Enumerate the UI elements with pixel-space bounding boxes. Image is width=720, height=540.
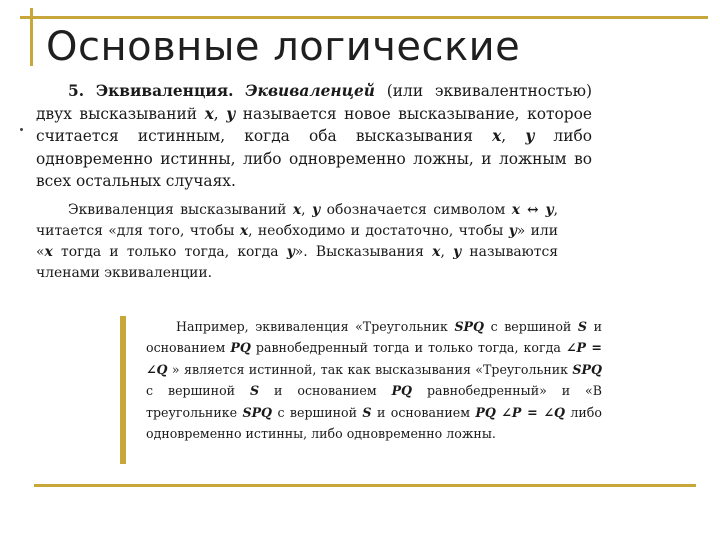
definition-text-1: (или эквивалентностью) двух высказываний: [36, 82, 592, 123]
example-text-3: и основанием: [146, 319, 602, 356]
var-x: x: [292, 202, 302, 218]
var-y: y: [286, 244, 295, 261]
example-text-7: и основанием: [274, 383, 377, 399]
example-text-11: либо одновременно истинны, либо одновременно ложны.: [146, 404, 602, 442]
var-x: x: [239, 223, 249, 240]
left-rule: [30, 8, 33, 66]
var-y: y: [525, 127, 535, 146]
example-paragraph: [146, 316, 602, 444]
example-text-4: равнобедренный тогда и только тогда, когда: [255, 340, 561, 356]
triangle-name: SPQ: [572, 361, 602, 377]
angle-equality: ∠P = ∠Q: [146, 340, 602, 377]
var-y: y: [508, 223, 517, 240]
var-y: y: [453, 244, 462, 261]
example-text-2: с вершиной: [490, 319, 572, 334]
definition-text-3: либо одновременно истинны, либо одновременно ложны, и ложным во всех остальных случаях.: [36, 127, 592, 191]
vertex-s: S: [250, 383, 260, 399]
base-pq: PQ: [391, 383, 413, 399]
item-number: 5.: [68, 82, 85, 100]
example-text-6: с вершиной: [146, 383, 236, 399]
example-text-10: и основанием: [376, 404, 470, 420]
base-pq: PQ: [230, 340, 251, 356]
triangle-name: SPQ: [454, 319, 484, 334]
equivalence-expression: x ↔ y: [511, 202, 554, 218]
triangle-name: SPQ: [242, 404, 273, 420]
vertex-s: S: [362, 404, 372, 420]
base-pq: PQ: [475, 404, 496, 420]
comma: ,: [213, 104, 219, 123]
var-y: y: [312, 202, 321, 218]
definition-paragraph: [36, 80, 592, 193]
notation-text-4: , необходимо и достаточно, чтобы: [248, 223, 504, 240]
notation-text-6: тогда и только тогда, когда: [61, 244, 279, 261]
comma: ,: [301, 202, 306, 218]
term-definition: Эквиваленцей: [245, 82, 375, 100]
var-y: y: [226, 104, 236, 123]
example-text-1: Например, эквиваленция «Треугольник: [176, 319, 448, 334]
notation-text-7: ». Высказывания: [294, 244, 424, 261]
var-x: x: [492, 127, 502, 146]
bottom-rule: [34, 484, 696, 487]
notation-paragraph: [36, 200, 558, 284]
example-accent-bar: [120, 316, 126, 464]
example-text-8: равнобедренный» и «В треугольнике: [146, 383, 603, 420]
comma: ,: [501, 127, 507, 146]
notation-text-5: » или «: [36, 223, 558, 261]
example-text-9: с вершиной: [277, 404, 357, 420]
var-x: x: [204, 104, 214, 123]
bullet-marker: [20, 128, 23, 131]
term-heading: Эквиваленция.: [95, 82, 234, 100]
var-x: x: [44, 244, 53, 261]
notation-text-3: , читается «для того, чтобы: [36, 202, 559, 240]
var-x: x: [432, 244, 441, 261]
angle-equality: ∠P = ∠Q: [501, 404, 565, 420]
notation-text-8: называются членами эквиваленции.: [36, 244, 558, 282]
definition-text-2: называется новое высказывание, которое считается истинным, когда оба высказывания: [36, 104, 592, 146]
comma: ,: [440, 244, 445, 261]
vertex-s: S: [577, 319, 587, 334]
slide-title: Основные логические: [46, 24, 521, 68]
example-text-5: » является истинной, так как высказывания «Треугольник: [171, 361, 569, 377]
notation-text-1: Эквиваленция высказываний: [68, 202, 287, 218]
top-rule: [20, 16, 708, 19]
notation-text-2: обозначается символом: [326, 202, 506, 218]
